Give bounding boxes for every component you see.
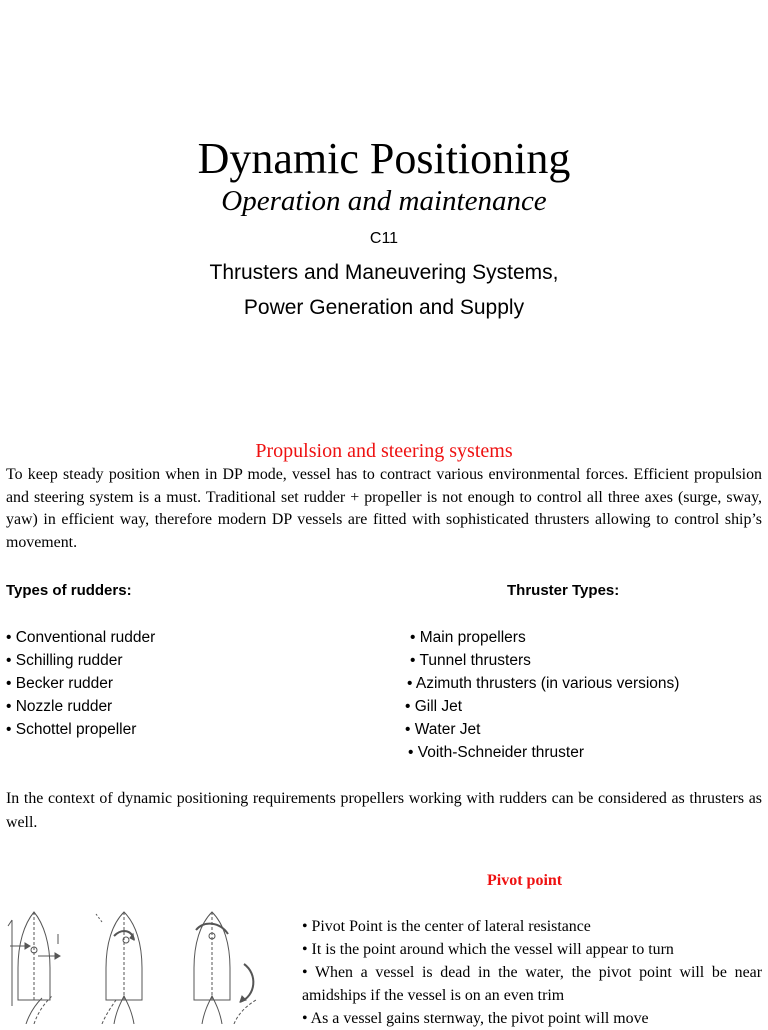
topic-line-1: Thrusters and Maneuvering Systems, — [209, 261, 559, 284]
list-item: • Pivot Point is the center of lateral resistance — [302, 918, 591, 935]
context-paragraph: In the context of dynamic positioning requirements propellers working with rudders can be considered as thrusters as well. — [6, 790, 762, 831]
section-heading: Propulsion and steering systems — [255, 440, 513, 462]
rudders-heading: Types of rudders: — [6, 582, 132, 599]
list-item: • Water Jet — [405, 721, 481, 738]
ship-outline-3 — [194, 912, 253, 1002]
rudder-list — [6, 626, 155, 741]
list-item: • Gill Jet — [405, 698, 463, 715]
page-subtitle: Operation and maintenance — [221, 185, 547, 217]
list-item: • Azimuth thrusters (in various versions) — [407, 675, 680, 692]
pivot-point-diagram — [6, 900, 278, 1024]
list-item: • Becker rudder — [6, 675, 114, 692]
list-item: • Nozzle rudder — [6, 698, 113, 715]
page-title: Dynamic Positioning — [197, 134, 571, 183]
course-code: C11 — [369, 230, 399, 247]
list-item: • As a vessel gains sternway, the pivot point will move — [302, 1010, 649, 1027]
ship-outline-2 — [96, 912, 142, 1000]
thrusters-heading: Thruster Types: — [507, 582, 620, 599]
list-item: • Schilling rudder — [6, 652, 123, 669]
pivot-list — [302, 915, 762, 1030]
list-item: • Tunnel thrusters — [410, 652, 531, 669]
list-item: • Main propellers — [410, 629, 526, 646]
list-item: • Conventional rudder — [6, 629, 156, 646]
list-item: • Voith-Schneider thruster — [408, 744, 585, 761]
list-item: • It is the point around which the vessel will appear to turn — [302, 941, 674, 958]
ship-outline-1 — [8, 912, 60, 1006]
list-item: • Schottel propeller — [6, 721, 137, 738]
thruster-list — [404, 626, 679, 764]
topic-line-2: Power Generation and Supply — [243, 296, 525, 319]
intro-paragraph: To keep steady position when in DP mode, vessel has to contract various environmental forces. Efficient propulsion and steering system is a must. Traditional set rudder + propeller is not enough to control all three axes (surge, sway, yaw) in efficient way, therefore modern DP vessels are fitted with sophisticated thrusters allowing to control ship’s movement. — [6, 466, 762, 552]
list-item: • When a vessel is dead in the water, the pivot point will be near amidships if the vessel is on an even trim — [302, 964, 762, 1004]
pivot-heading: Pivot point — [487, 872, 563, 889]
